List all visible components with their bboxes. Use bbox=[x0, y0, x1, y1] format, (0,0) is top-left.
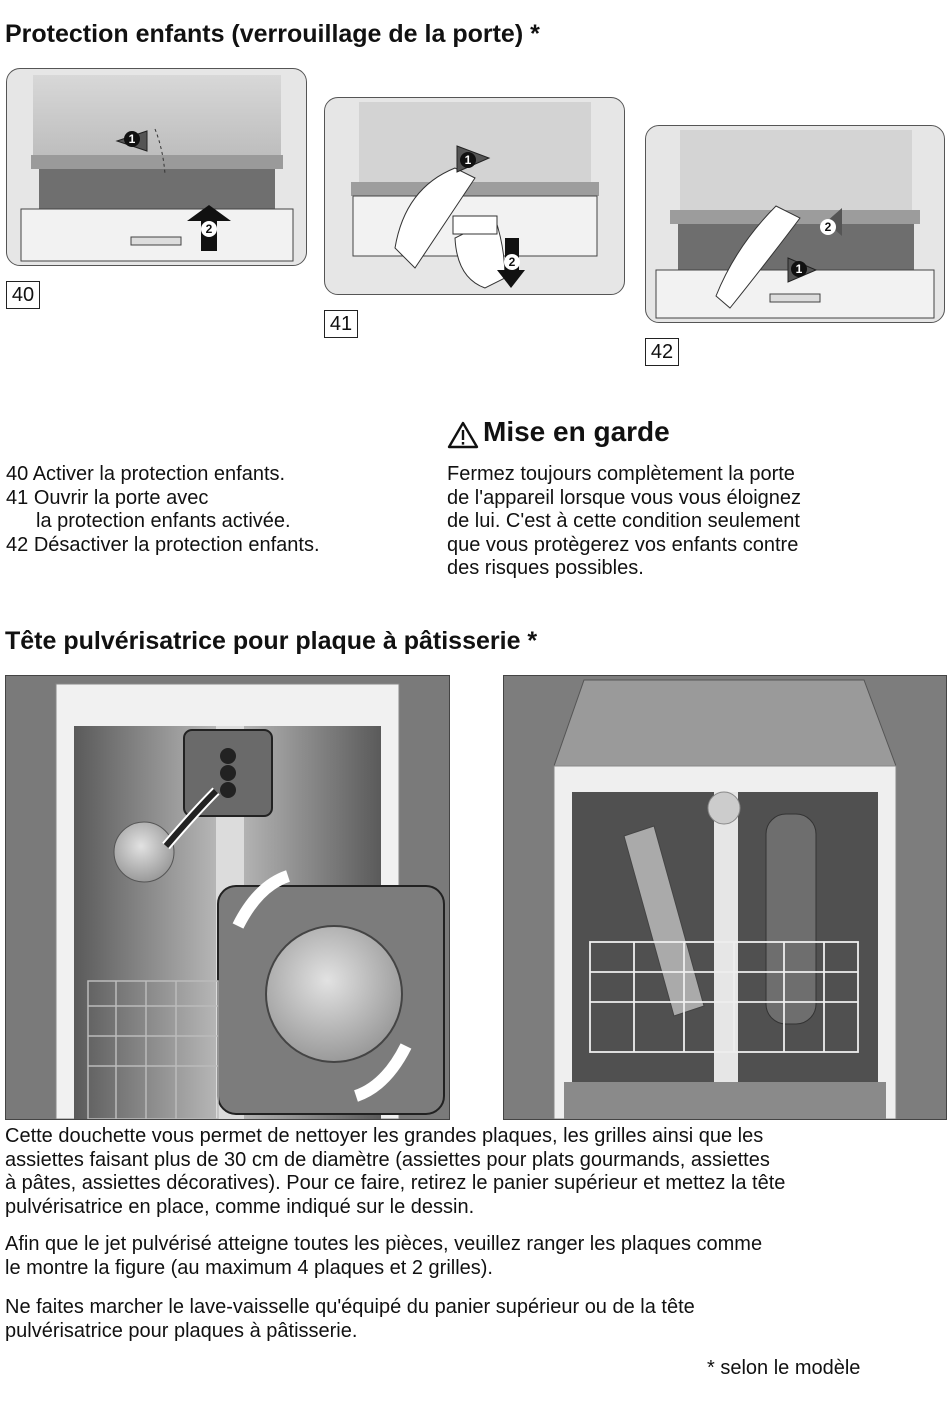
paragraph-line: Cette douchette vous permet de nettoyer les grandes plaques, les grilles ainsi que les bbox=[5, 1125, 764, 1147]
list-item-number: 42 bbox=[6, 533, 29, 556]
list-item bbox=[6, 534, 320, 558]
callout-step-2: 2 bbox=[820, 219, 836, 235]
list-item bbox=[6, 487, 320, 511]
callout-step-2: 2 bbox=[201, 221, 217, 237]
callout-step-1: 1 bbox=[791, 261, 807, 277]
warning-line: des risques possibles. bbox=[447, 557, 644, 579]
paragraph-line: Ne faites marcher le lave-vaisselle qu'équipé du panier supérieur ou de la tête bbox=[5, 1296, 695, 1318]
paragraph-2 bbox=[5, 1233, 935, 1280]
paragraph-line: pulvérisatrice en place, comme indiqué sur le dessin. bbox=[5, 1195, 475, 1218]
paragraph-1 bbox=[5, 1125, 935, 1219]
callout-step-2: 2 bbox=[504, 254, 520, 270]
paragraph-line: pulvérisatrice pour plaques à pâtisserie. bbox=[5, 1319, 358, 1342]
list-item bbox=[6, 463, 320, 487]
figure-42-illustration bbox=[645, 125, 945, 323]
paragraph-3 bbox=[5, 1296, 935, 1343]
warning-triangle-icon bbox=[447, 421, 479, 449]
list-item-text: Désactiver la protection enfants. bbox=[33, 533, 320, 556]
steps-list bbox=[6, 463, 320, 557]
list-item-number: 40 bbox=[6, 463, 29, 485]
list-item-text: Ouvrir la porte avec bbox=[33, 486, 209, 509]
warning-line: de lui. C'est à cette condition seulement bbox=[447, 510, 800, 532]
paragraph-line: assiettes faisant plus de 30 cm de diamètre (assiettes pour plats gourmands, assiettes bbox=[5, 1148, 770, 1171]
figure-41-illustration bbox=[324, 97, 625, 295]
figure-number-41: 41 bbox=[324, 310, 358, 338]
figure-number-40: 40 bbox=[6, 281, 40, 309]
warning-line: Fermez toujours complètement la porte bbox=[447, 463, 795, 485]
warning-line: de l'appareil lorsque vous vous éloignez bbox=[447, 486, 802, 509]
list-item-text: la protection enfants activée. bbox=[36, 510, 291, 532]
paragraph-line: à pâtes, assiettes décoratives). Pour ce faire, retirez le panier supérieur et mettez la tête bbox=[5, 1172, 786, 1194]
warning-line: que vous protègerez vos enfants contre bbox=[447, 533, 799, 556]
spray-head-installation-photo bbox=[5, 675, 450, 1120]
footnote: * selon le modèle bbox=[707, 1357, 861, 1379]
list-item-number: 41 bbox=[6, 486, 29, 509]
warning-text bbox=[447, 463, 801, 581]
figure-40-illustration bbox=[6, 68, 307, 266]
list-item-text: Activer la protection enfants. bbox=[32, 463, 286, 485]
paragraph-line: le montre la figure (au maximum 4 plaques et 2 grilles). bbox=[5, 1256, 493, 1279]
callout-step-1: 1 bbox=[124, 131, 140, 147]
figure-number-42: 42 bbox=[645, 338, 679, 366]
list-item bbox=[6, 510, 320, 534]
baking-trays-loaded-photo bbox=[503, 675, 947, 1120]
section-title-child-lock: Protection enfants (verrouillage de la porte) * bbox=[5, 20, 540, 48]
callout-step-1: 1 bbox=[460, 152, 476, 168]
section-title-spray-head: Tête pulvérisatrice pour plaque à pâtisserie * bbox=[5, 627, 538, 655]
warning-title: Mise en garde bbox=[483, 416, 670, 447]
paragraph-line: Afin que le jet pulvérisé atteigne toutes les pièces, veuillez ranger les plaques comme bbox=[5, 1233, 763, 1255]
